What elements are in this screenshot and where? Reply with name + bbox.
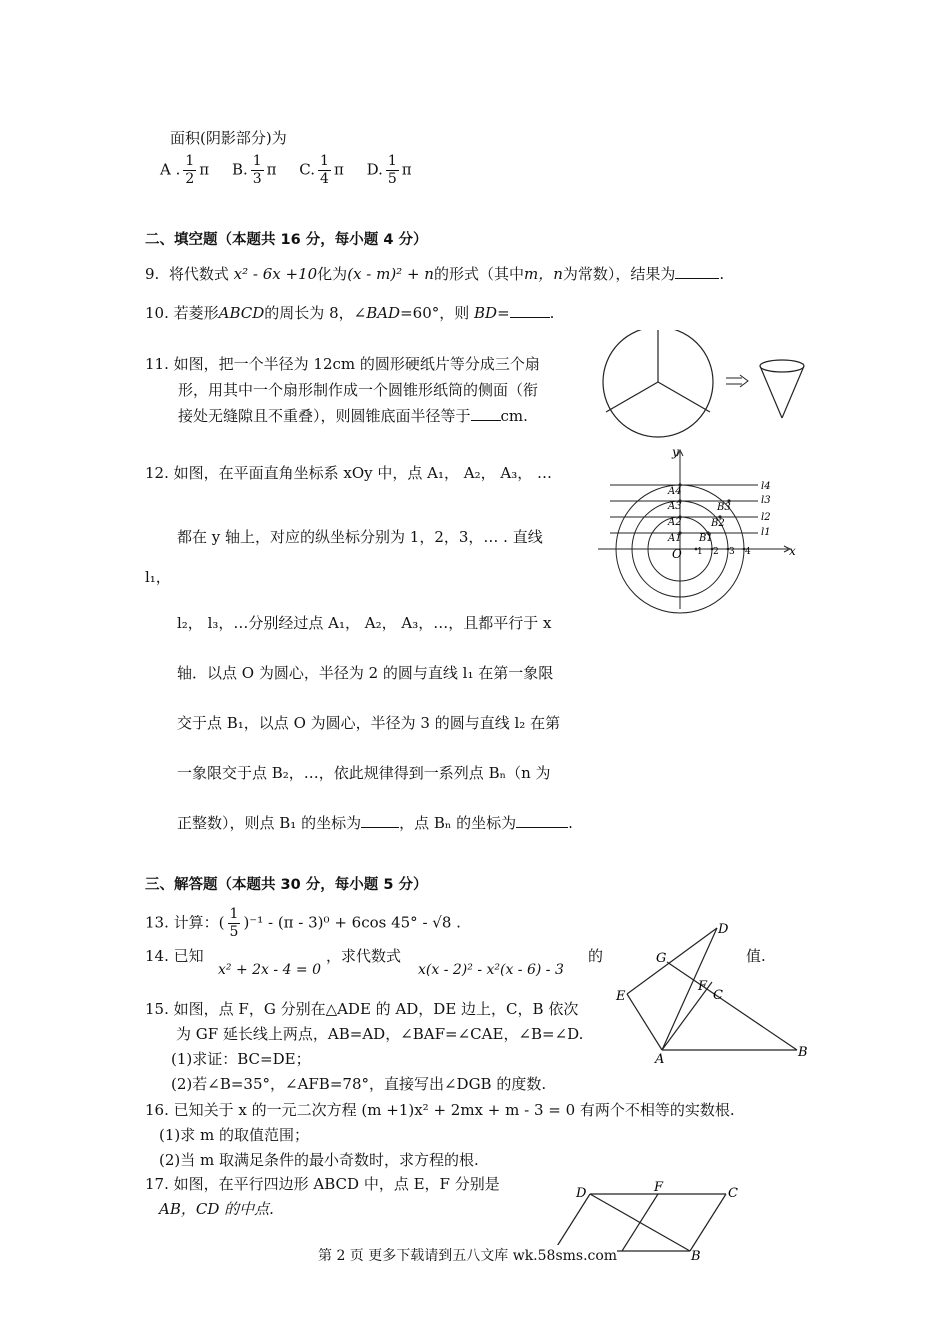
q14-text-b: ，求代数式 xyxy=(326,947,402,965)
q15-label-e: E xyxy=(616,989,626,1004)
q12-label-l3: l3 xyxy=(761,495,771,506)
q12-label-l2: l2 xyxy=(761,512,771,523)
q8-choices xyxy=(160,153,430,188)
q15-segment-ad xyxy=(662,928,717,1050)
q12-label-a4: A4 xyxy=(668,486,682,497)
q11-radius-2 xyxy=(658,382,710,412)
q12-label-b3: B3 xyxy=(717,502,731,513)
q17-segment-bc xyxy=(690,1194,726,1251)
q8-choice-b: B. $\frac{1}{3}$ π xyxy=(231,153,277,187)
q12-line1: 12. 如图，在平面直角坐标系 xOy 中，点 A₁， A₂， A₃， … xyxy=(145,464,553,482)
q12-label-l4: l4 xyxy=(761,481,771,492)
q17-label-b: B xyxy=(691,1249,701,1264)
q12-label-b2: B2 xyxy=(711,518,725,529)
q17-label-f: F xyxy=(654,1180,664,1195)
q12-figure xyxy=(598,444,808,614)
section2-heading: 二、填空题（本题共 16 分，每小题 4 分） xyxy=(145,232,428,248)
q12-label-a1: A1 xyxy=(668,533,682,544)
q9-answer-blank[interactable] xyxy=(675,264,719,279)
q12-line2: 都在 y 轴上，对应的纵坐标分别为 1，2，3，… . 直线 xyxy=(177,528,543,546)
q8-stem-tail: 面积(阴影部分)为 xyxy=(170,129,287,147)
q12-label-y: y xyxy=(672,445,679,459)
section3-heading: 三、解答题（本题共 30 分，每小题 5 分） xyxy=(145,877,428,893)
q17: 17. 如图，在平行四边形 ABCD 中，点 E，F 分别是 AB，CD 的中点. xyxy=(145,1175,500,1218)
q8-choice-c: C. $\frac{1}{4}$ π xyxy=(299,153,344,187)
q12-label-a3: A3 xyxy=(668,501,682,512)
q12-line6: 一象限交于点 B₂，…，依此规律得到一系列点 Bₙ（n 为 xyxy=(177,764,551,782)
q12-tick-1: 1 xyxy=(697,547,703,557)
q12-label-o: O xyxy=(672,547,682,561)
q16: 16. 已知关于 x 的一元二次方程 (m +1)x² + 2mx + m - 3 = 0 有两个不相等的实数根. (1)求 m 的取值范围； (2)当 m 取满足条件的最小奇数时，求方程的根. xyxy=(145,1101,735,1169)
q9: 9. 将代数式 x² - 6x +10化为(x - m)² + n的形式（其中m，n为常数），结果为 . xyxy=(145,265,725,283)
q17-segment-da xyxy=(554,1194,590,1251)
q12-line7: 正整数），则点 B₁ 的坐标为 ，点 Bₙ 的坐标为 . xyxy=(177,814,573,832)
q15-label-a: A xyxy=(655,1052,665,1064)
q12-line4: 轴．以点 O 为圆心，半径为 2 的圆与直线 l₁ 在第一象限 xyxy=(177,664,554,682)
q11: 11. 如图，把一个半径为 12cm 的圆形硬纸片等分成三个扇 形，用其中一个扇形制作成一个圆锥形纸筒的侧面（衔 接处无缝隙且不重叠），则圆锥底面半径等于 cm. xyxy=(145,355,540,425)
q14-condition: x² + 2x - 4 = 0 xyxy=(218,962,322,978)
q12-tick-4: 4 xyxy=(745,547,751,557)
q10-answer-blank[interactable] xyxy=(510,303,550,318)
q12-label-l1: l1 xyxy=(761,527,771,538)
q12-label-b1: B1 xyxy=(699,533,713,544)
q8-choice-d: D. $\frac{1}{5}$ π xyxy=(366,153,412,187)
q14-text-c: 的 xyxy=(588,947,604,965)
q12-line3: l₂， l₃，…分别经过点 A₁， A₂， A₃，…，且都平行于 x xyxy=(177,614,552,632)
page-footer: 第 2 页 更多下载请到五八文库 wk.58sms.com xyxy=(318,1245,617,1265)
q15-segment-ea xyxy=(627,994,662,1050)
q15-label-b: B xyxy=(798,1045,808,1060)
q15-label-g: G xyxy=(656,951,667,966)
q15-label-d: D xyxy=(718,922,729,937)
q15-label-c: C xyxy=(713,988,723,1003)
q14-text-d: 值. xyxy=(746,947,766,965)
q15-label-f: F xyxy=(698,979,708,994)
q10: 10. 若菱形ABCD的周长为 8，∠BAD=60°，则 BD= . xyxy=(145,304,555,322)
q12-answer-blank-2[interactable] xyxy=(516,813,568,828)
q12-label-a2: A2 xyxy=(668,517,682,528)
q12-label-x: x xyxy=(789,544,796,558)
q12-line2b: l₁， xyxy=(145,568,171,586)
cone-icon xyxy=(760,360,804,418)
q14-expression: x(x - 2)² - x²(x - 6) - 3 xyxy=(418,962,564,978)
q11-radius-3 xyxy=(606,382,658,412)
q15-figure xyxy=(612,918,812,1064)
q14: 14. 已知 xyxy=(145,947,204,965)
q11-figure xyxy=(600,330,815,440)
q13: 13. 计算：( $\frac{1}{5}$ )⁻¹ - (π - 3)⁰ + 6cos 45° - √8 . xyxy=(145,906,461,940)
q12-tick-3: 3 xyxy=(729,547,735,557)
q8-choice-a: A . $\frac{1}{2}$ π xyxy=(160,153,210,187)
q15-segment-gb xyxy=(667,962,797,1050)
q17-label-c: C xyxy=(728,1186,738,1201)
right-arrow-icon xyxy=(726,375,748,387)
q15: 15. 如图，点 F，G 分别在△ADE 的 AD，DE 边上，C，B 依次 为 GF 延长线上两点，AB=AD，∠BAF=∠CAE，∠B=∠D. (1)求证：BC=DE； (2)若∠B=35°，∠AFB=78°，直接写出∠DGB 的度数. xyxy=(145,1000,584,1093)
q12-answer-blank-1[interactable] xyxy=(361,813,399,828)
q11-answer-blank[interactable] xyxy=(471,406,501,421)
q12-tick-2: 2 xyxy=(713,547,719,557)
q17-segment-fe xyxy=(622,1194,658,1251)
q17-label-d: D xyxy=(576,1186,587,1201)
q12-line5: 交于点 B₁，以点 O 为圆心，半径为 3 的圆与直线 l₂ 在第 xyxy=(177,714,561,732)
